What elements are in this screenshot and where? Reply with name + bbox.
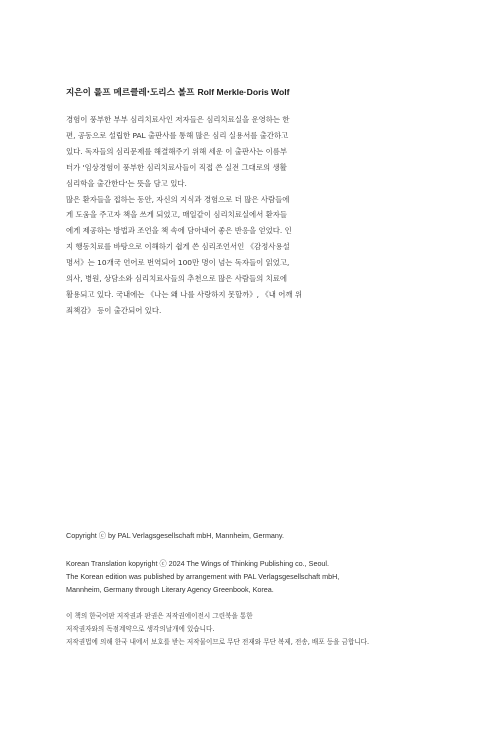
author-bio-paragraph-1 <box>66 112 434 192</box>
notice-line: 저작권법에 의해 한국 내에서 보호를 받는 저작물이므로 무단 전재와 무단 복제, 전송, 배포 등을 금합니다. <box>66 637 370 646</box>
bio-line: 지 행동치료를 바탕으로 이해하기 쉽게 쓴 심리조언서인 《감정사용설 <box>66 242 290 252</box>
translation-line: Korean Translation kopyright ⓒ 2024 The Wings of Thinking Publishing co., Seoul. <box>66 559 330 568</box>
bio-line: 심리학을 출간한다'는 뜻을 담고 있다. <box>66 178 187 188</box>
bio-line: 있다. 독자들의 심리문제를 해결해주기 위해 세운 이 출판사는 이름부 <box>66 146 288 156</box>
author-heading <box>66 86 434 100</box>
bio-line: 활용되고 있다. 국내에는 《나는 왜 나를 사랑하지 못할까》, 《내 어깨 위 <box>66 289 302 299</box>
original-copyright: Copyright ⓒ by PAL Verlagsgesellschaft mbH, Mannheim, Germany. <box>66 531 284 540</box>
bio-line: 죄책감》 등이 출간되어 있다. <box>66 305 162 315</box>
bio-line: 편, 공동으로 설립한 PAL 출판사를 통해 많은 심리 실용서를 출간하고 <box>66 130 289 140</box>
copyright-section <box>66 529 466 648</box>
notice-line: 저작권자와의 독점계약으로 생각의날개에 있습니다. <box>66 624 215 633</box>
bio-line: 에게 제공하는 방법과 조언을 책 속에 담아내어 좋은 반응을 얻었다. 인 <box>66 226 292 236</box>
bio-line: 명서》는 10개국 언어로 번역되어 100만 명이 넘는 독자들이 읽었고, <box>66 258 290 268</box>
bio-line: 의사, 병원, 상담소와 심리치료사들의 추천으로 많은 사람들의 치료에 <box>66 274 288 284</box>
copyright-notice <box>66 610 466 648</box>
author-bio-paragraph-2 <box>66 192 434 319</box>
translation-line: Mannheim, Germany through Literary Agency Greenbook, Korea. <box>66 584 274 594</box>
bio-line: 많은 환자들을 접하는 동안, 자신의 지식과 경험으로 더 많은 사람들에 <box>66 194 290 204</box>
bio-line: 게 도움을 주고자 책을 쓰게 되었고, 매일같이 심리치료실에서 환자들 <box>66 210 288 220</box>
notice-line: 이 책의 한국어판 저작권과 판권은 저작권에이전시 그린북을 통한 <box>66 612 253 621</box>
author-heading-korean: 지은이 롤프 메르클레·도리스 볼프 <box>66 88 195 98</box>
translation-line: The Korean edition was published by arrangement with PAL Verlagsgesellschaft mbH, <box>66 571 340 581</box>
author-heading-latin: Rolf Merkle·Doris Wolf <box>197 87 290 97</box>
author-section <box>66 86 434 319</box>
bio-line: 경험이 풍부한 부부 심리치료사인 저자들은 심리치료실을 운영하는 한 <box>66 115 290 124</box>
translation-copyright <box>66 558 466 596</box>
bio-line: 터가 '임상경험이 풍부한 심리치료사들이 직접 쓴 실전 그대로의 생활 <box>66 162 287 172</box>
